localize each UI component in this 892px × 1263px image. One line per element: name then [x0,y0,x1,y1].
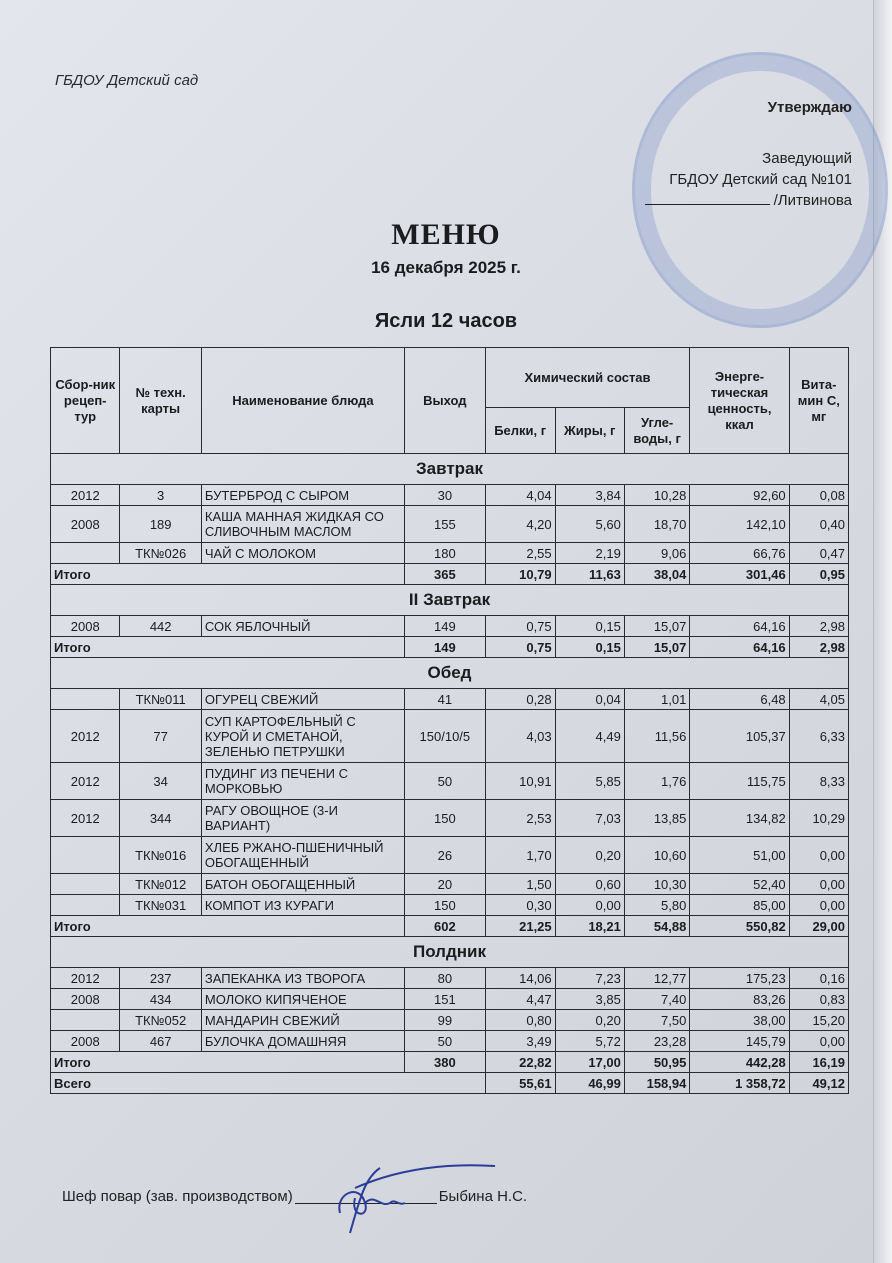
total-carbs: 54,88 [624,916,690,937]
cell-energy: 145,79 [690,1031,789,1052]
signature-line [645,204,770,205]
section-row [51,658,849,689]
table-row [51,874,849,895]
cell-collection [51,895,120,916]
grand-total-label: Всего [51,1073,486,1094]
total-yield: 602 [405,916,486,937]
cell-proteins: 0,30 [485,895,555,916]
cell-proteins: 2,53 [485,800,555,837]
cell-fats: 3,84 [555,485,624,506]
cell-yield: 151 [405,989,486,1010]
cell-tech-card: 344 [120,800,201,837]
cell-vitc: 6,33 [789,710,848,763]
section-title: Обед [51,658,849,689]
cell-proteins: 1,50 [485,874,555,895]
cell-tech-card: ТК№011 [120,689,201,710]
cell-energy: 6,48 [690,689,789,710]
cell-collection [51,874,120,895]
page-edge [873,0,892,1263]
cell-fats: 5,60 [555,506,624,543]
cell-fats: 0,20 [555,1010,624,1031]
cell-energy: 51,00 [690,837,789,874]
menu-date: 16 декабря 2025 г. [371,258,521,277]
cell-energy: 134,82 [690,800,789,837]
cell-fats: 7,03 [555,800,624,837]
cell-tech-card: 467 [120,1031,201,1052]
cell-proteins: 4,47 [485,989,555,1010]
cell-carbs: 15,07 [624,616,690,637]
cell-collection [51,837,120,874]
cell-energy: 175,23 [690,968,789,989]
cell-carbs: 18,70 [624,506,690,543]
cell-tech-card: 237 [120,968,201,989]
total-label: Итого [51,1052,405,1073]
cell-vitc: 0,08 [789,485,848,506]
cell-tech-card: ТК№031 [120,895,201,916]
cell-fats: 0,00 [555,895,624,916]
section-row [51,937,849,968]
cell-collection: 2012 [51,968,120,989]
cell-carbs: 1,01 [624,689,690,710]
total-energy: 64,16 [690,637,789,658]
cell-proteins: 0,75 [485,616,555,637]
cell-energy: 142,10 [690,506,789,543]
section-title: Полдник [51,937,849,968]
cell-carbs: 5,80 [624,895,690,916]
cell-yield: 30 [405,485,486,506]
cell-carbs: 10,30 [624,874,690,895]
cell-yield: 149 [405,616,486,637]
header-chemical: Химический состав [485,348,690,408]
cell-carbs: 10,28 [624,485,690,506]
header-yield: Выход [405,348,486,454]
cell-dish-name: ОГУРЕЦ СВЕЖИЙ [201,689,404,710]
section-title: II Завтрак [51,585,849,616]
total-vitc: 29,00 [789,916,848,937]
header-tech-card: № техн. карты [120,348,201,454]
cell-carbs: 23,28 [624,1031,690,1052]
page-title: МЕНЮ [391,218,501,251]
table-row [51,1010,849,1031]
table-row [51,506,849,543]
cell-carbs: 10,60 [624,837,690,874]
cell-fats: 0,04 [555,689,624,710]
cell-tech-card: ТК№012 [120,874,201,895]
cell-fats: 0,15 [555,616,624,637]
header-collection: Сбор-ник рецеп-тур [51,348,120,454]
section-row [51,454,849,485]
cell-fats: 0,60 [555,874,624,895]
cell-dish-name: КАША МАННАЯ ЖИДКАЯ СО СЛИВОЧНЫМ МАСЛОМ [201,506,404,543]
header-vitamin-c: Вита-мин С, мг [789,348,848,454]
cell-carbs: 7,50 [624,1010,690,1031]
header-carbs: Угле-воды, г [624,408,690,454]
cell-energy: 85,00 [690,895,789,916]
cell-collection: 2012 [51,800,120,837]
cell-proteins: 4,04 [485,485,555,506]
cell-vitc: 0,00 [789,837,848,874]
approval-block [645,97,852,211]
cell-tech-card: ТК№052 [120,1010,201,1031]
cell-energy: 83,26 [690,989,789,1010]
table-row [51,837,849,874]
approval-position: Заведующий [762,150,852,167]
cell-dish-name: СОК ЯБЛОЧНЫЙ [201,616,404,637]
cell-fats: 5,72 [555,1031,624,1052]
cell-fats: 3,85 [555,989,624,1010]
cell-yield: 80 [405,968,486,989]
cell-energy: 52,40 [690,874,789,895]
cell-collection: 2008 [51,506,120,543]
cell-yield: 150/10/5 [405,710,486,763]
approval-signatory: /Литвинова [773,192,852,209]
total-row [51,916,849,937]
cell-collection: 2012 [51,763,120,800]
cell-carbs: 9,06 [624,543,690,564]
cell-vitc: 8,33 [789,763,848,800]
total-yield: 380 [405,1052,486,1073]
cell-proteins: 2,55 [485,543,555,564]
cell-collection [51,689,120,710]
total-energy: 301,46 [690,564,789,585]
total-vitc: 2,98 [789,637,848,658]
cell-yield: 155 [405,506,486,543]
total-label: Итого [51,637,405,658]
table-row [51,989,849,1010]
cell-proteins: 14,06 [485,968,555,989]
total-proteins: 10,79 [485,564,555,585]
table-row [51,485,849,506]
cell-proteins: 1,70 [485,837,555,874]
cell-carbs: 7,40 [624,989,690,1010]
cell-dish-name: БАТОН ОБОГАЩЕННЫЙ [201,874,404,895]
total-proteins: 22,82 [485,1052,555,1073]
cell-vitc: 0,00 [789,1031,848,1052]
grand-total-row [51,1073,849,1094]
cell-vitc: 2,98 [789,616,848,637]
cell-yield: 99 [405,1010,486,1031]
total-energy: 442,28 [690,1052,789,1073]
cell-tech-card: 434 [120,989,201,1010]
table-row [51,763,849,800]
total-yield: 149 [405,637,486,658]
table-row [51,968,849,989]
cell-dish-name: МОЛОКО КИПЯЧЕНОЕ [201,989,404,1010]
cell-dish-name: ХЛЕБ РЖАНО-ПШЕНИЧНЫЙ ОБОГАЩЕННЫЙ [201,837,404,874]
section-title: Завтрак [51,454,849,485]
total-carbs: 50,95 [624,1052,690,1073]
table-row [51,616,849,637]
cell-vitc: 4,05 [789,689,848,710]
cell-fats: 2,19 [555,543,624,564]
cell-vitc: 0,40 [789,506,848,543]
cell-dish-name: ЧАЙ С МОЛОКОМ [201,543,404,564]
total-label: Итого [51,916,405,937]
cell-tech-card: 189 [120,506,201,543]
cell-yield: 20 [405,874,486,895]
header-dish-name: Наименование блюда [201,348,404,454]
cell-energy: 38,00 [690,1010,789,1031]
grand-total-fats: 46,99 [555,1073,624,1094]
grand-total-proteins: 55,61 [485,1073,555,1094]
approval-institution: ГБДОУ Детский сад №101 [669,171,852,188]
cell-proteins: 0,28 [485,689,555,710]
cell-vitc: 0,47 [789,543,848,564]
table-row [51,710,849,763]
cell-dish-name: БУТЕРБРОД С СЫРОМ [201,485,404,506]
cell-proteins: 10,91 [485,763,555,800]
cell-carbs: 11,56 [624,710,690,763]
cell-collection [51,543,120,564]
chef-name: Быбина Н.С. [438,1188,528,1205]
total-yield: 365 [405,564,486,585]
cell-energy: 115,75 [690,763,789,800]
total-energy: 550,82 [690,916,789,937]
cell-vitc: 0,00 [789,874,848,895]
organization-header: ГБДОУ Детский сад [55,72,199,89]
total-proteins: 0,75 [485,637,555,658]
cell-dish-name: РАГУ ОВОЩНОЕ (3-И ВАРИАНТ) [201,800,404,837]
menu-table [50,347,849,1094]
cell-proteins: 4,20 [485,506,555,543]
cell-dish-name: БУЛОЧКА ДОМАШНЯЯ [201,1031,404,1052]
grand-total-carbs: 158,94 [624,1073,690,1094]
cell-energy: 92,60 [690,485,789,506]
grand-total-vitc: 49,12 [789,1073,848,1094]
total-fats: 11,63 [555,564,624,585]
cell-yield: 41 [405,689,486,710]
cell-proteins: 3,49 [485,1031,555,1052]
total-fats: 0,15 [555,637,624,658]
cell-tech-card: 77 [120,710,201,763]
table-row [51,1031,849,1052]
cell-yield: 50 [405,763,486,800]
handwritten-signature [320,1158,500,1238]
cell-vitc: 0,00 [789,895,848,916]
cell-energy: 105,37 [690,710,789,763]
cell-fats: 7,23 [555,968,624,989]
cell-energy: 66,76 [690,543,789,564]
total-row [51,637,849,658]
table-row [51,543,849,564]
cell-yield: 150 [405,800,486,837]
cell-proteins: 4,03 [485,710,555,763]
header-energy: Энерге-тическая ценность, ккал [690,348,789,454]
cell-collection: 2008 [51,989,120,1010]
table-row [51,689,849,710]
group-title: Ясли 12 часов [374,310,518,332]
total-label: Итого [51,564,405,585]
chef-label: Шеф повар (зав. производством) [62,1188,293,1205]
section-row [51,585,849,616]
cell-yield: 50 [405,1031,486,1052]
header-proteins: Белки, г [485,408,555,454]
cell-carbs: 13,85 [624,800,690,837]
cell-tech-card: ТК№016 [120,837,201,874]
cell-vitc: 0,16 [789,968,848,989]
cell-tech-card: 34 [120,763,201,800]
cell-collection [51,1010,120,1031]
total-row [51,1052,849,1073]
total-vitc: 16,19 [789,1052,848,1073]
cell-dish-name: ПУДИНГ ИЗ ПЕЧЕНИ С МОРКОВЬЮ [201,763,404,800]
cell-carbs: 12,77 [624,968,690,989]
total-fats: 18,21 [555,916,624,937]
cell-collection: 2008 [51,1031,120,1052]
cell-collection: 2012 [51,710,120,763]
table-row [51,800,849,837]
cell-dish-name: МАНДАРИН СВЕЖИЙ [201,1010,404,1031]
cell-yield: 180 [405,543,486,564]
cell-fats: 4,49 [555,710,624,763]
cell-yield: 150 [405,895,486,916]
header-fats: Жиры, г [555,408,624,454]
cell-dish-name: КОМПОТ ИЗ КУРАГИ [201,895,404,916]
cell-dish-name: СУП КАРТОФЕЛЬНЫЙ С КУРОЙ И СМЕТАНОЙ, ЗЕЛЕНЬЮ ПЕТРУШКИ [201,710,404,763]
cell-vitc: 0,83 [789,989,848,1010]
table-row [51,895,849,916]
total-carbs: 15,07 [624,637,690,658]
cell-proteins: 0,80 [485,1010,555,1031]
cell-vitc: 15,20 [789,1010,848,1031]
total-vitc: 0,95 [789,564,848,585]
cell-tech-card: 3 [120,485,201,506]
cell-fats: 0,20 [555,837,624,874]
cell-vitc: 10,29 [789,800,848,837]
cell-dish-name: ЗАПЕКАНКА ИЗ ТВОРОГА [201,968,404,989]
cell-collection: 2008 [51,616,120,637]
total-proteins: 21,25 [485,916,555,937]
cell-energy: 64,16 [690,616,789,637]
cell-yield: 26 [405,837,486,874]
grand-total-energy: 1 358,72 [690,1073,789,1094]
cell-tech-card: 442 [120,616,201,637]
cell-tech-card: ТК№026 [120,543,201,564]
cell-collection: 2012 [51,485,120,506]
total-fats: 17,00 [555,1052,624,1073]
total-carbs: 38,04 [624,564,690,585]
cell-fats: 5,85 [555,763,624,800]
cell-carbs: 1,76 [624,763,690,800]
total-row [51,564,849,585]
approval-label: Утверждаю [767,99,852,116]
